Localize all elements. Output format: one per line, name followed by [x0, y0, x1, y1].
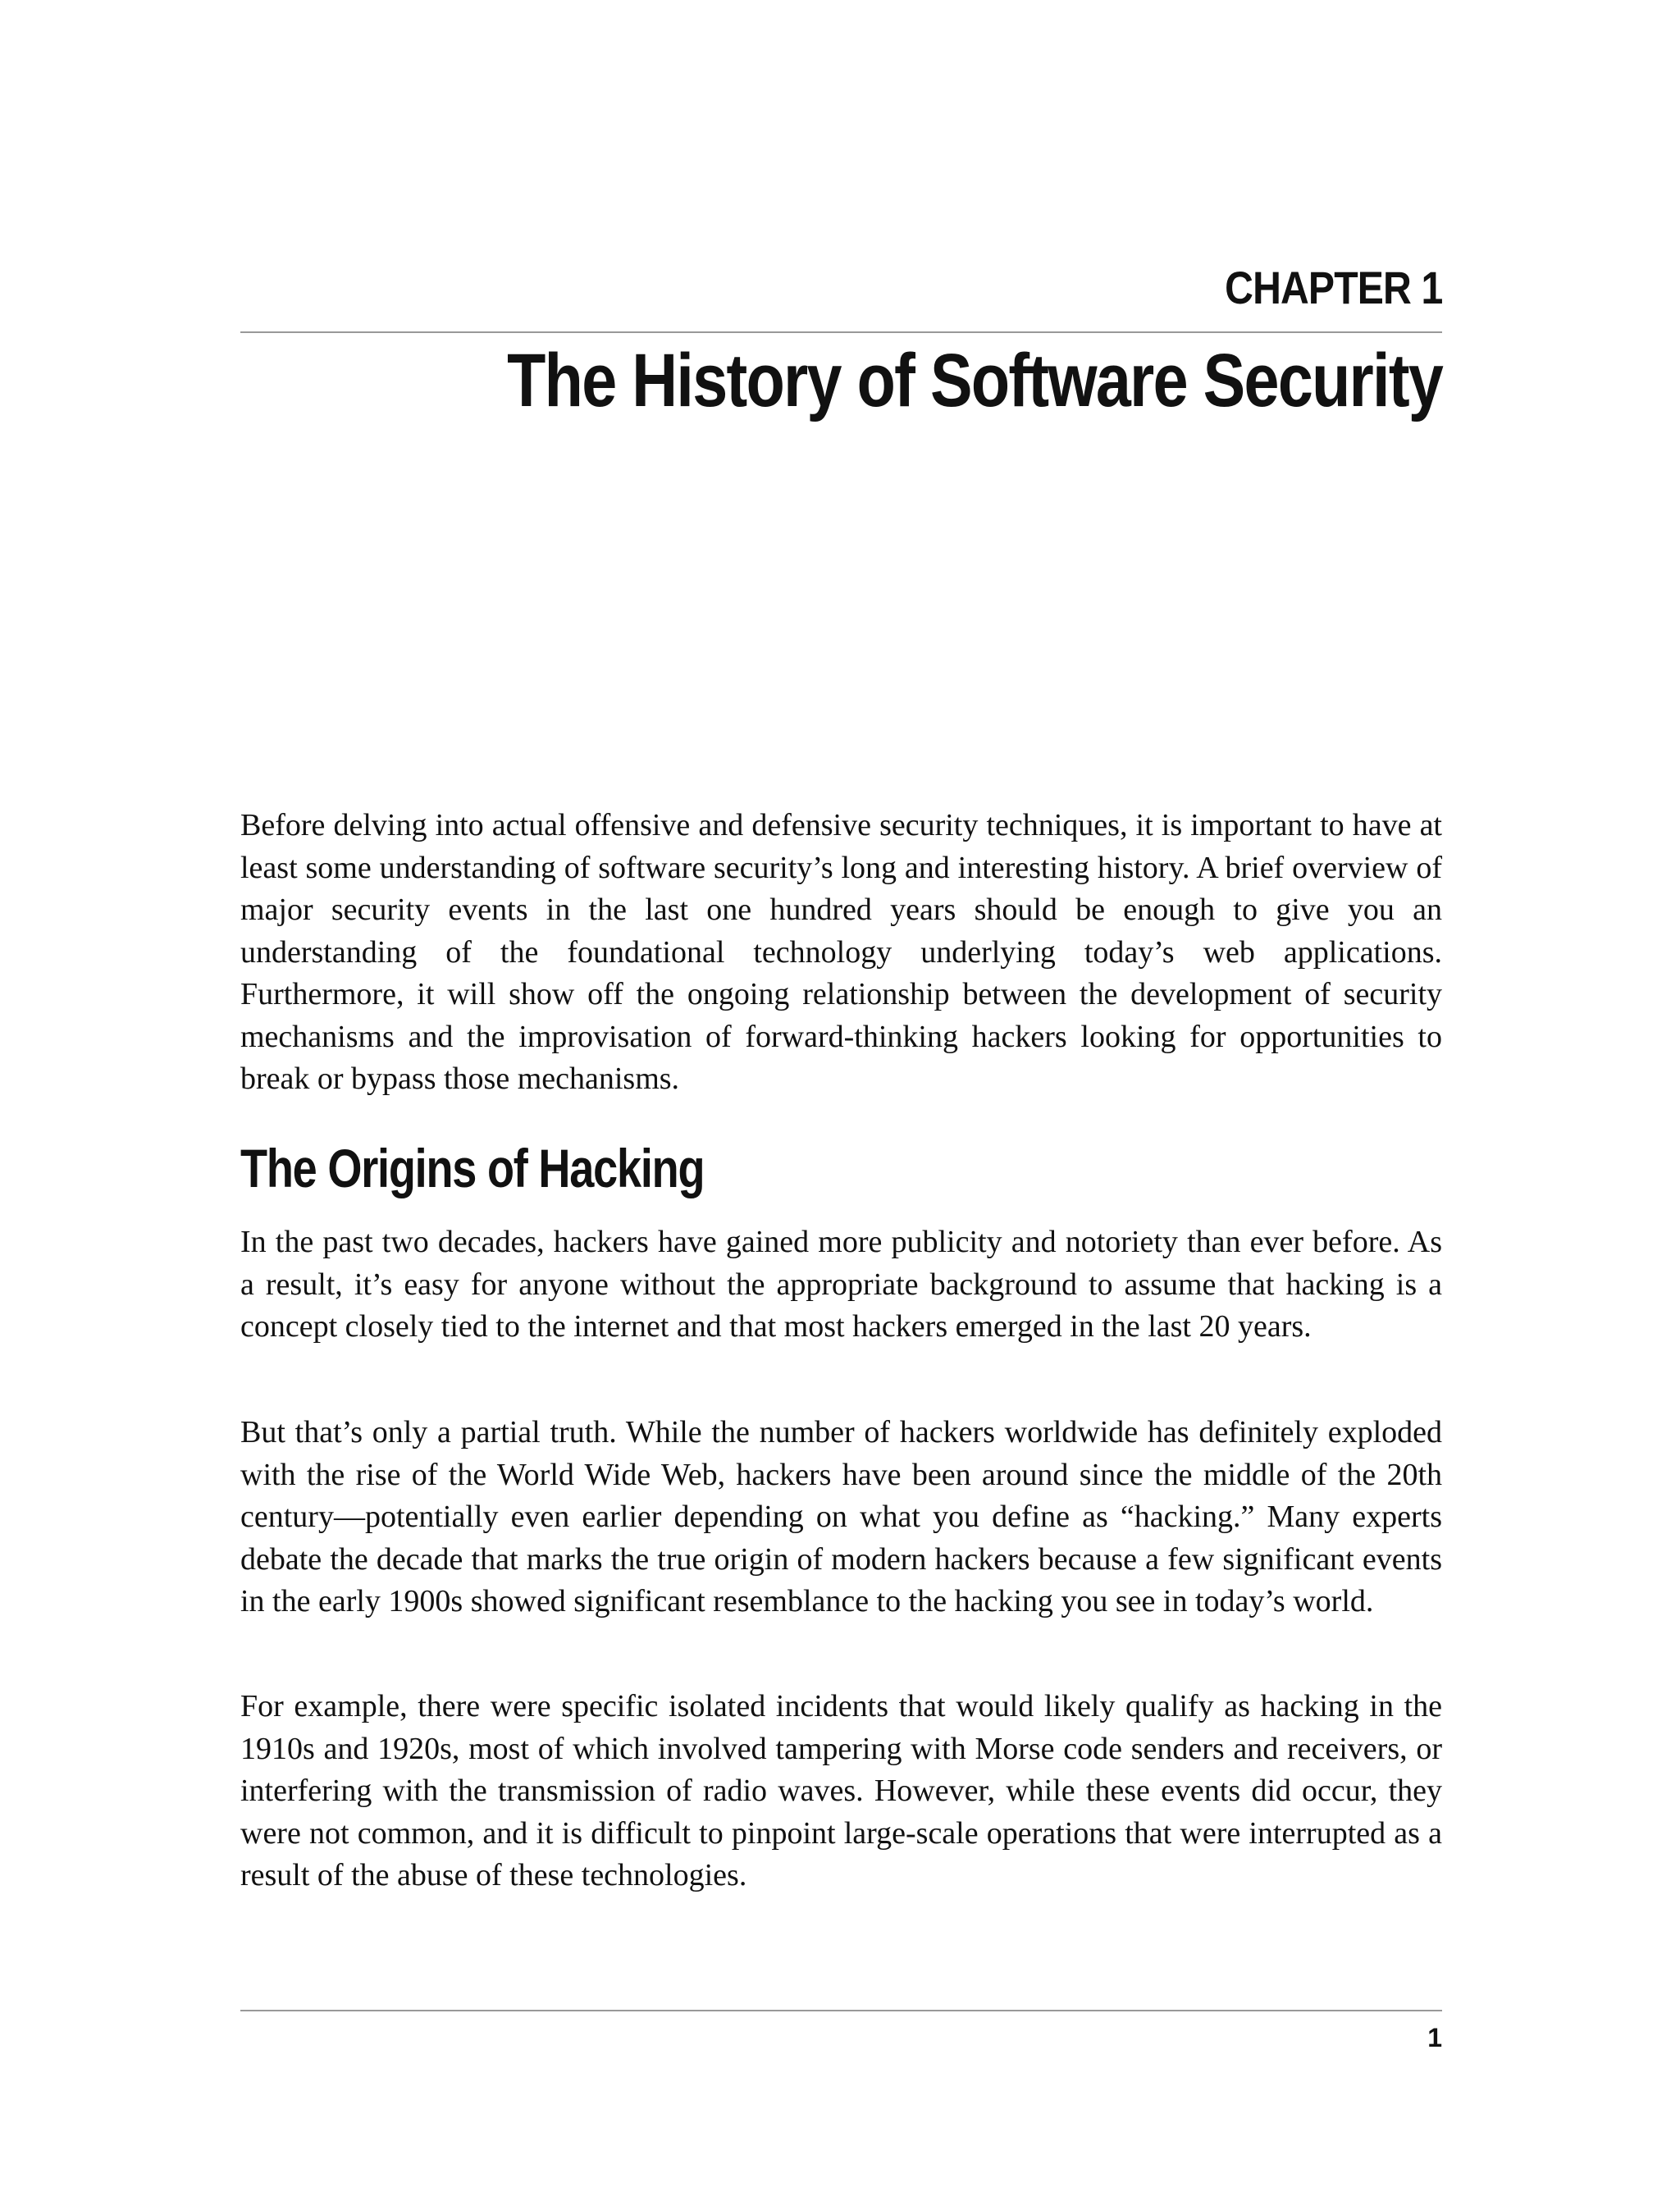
- section-paragraph: In the past two decades, hackers have gained more publicity and notoriety than ever before. As a result, it’s easy for anyone without the appropriate background to assume that hacking is a concept closely tied to the internet and that most hackers emerged in the last 20 years.: [240, 1225, 1442, 1344]
- chapter-title: The History of Software Security: [506, 339, 1442, 422]
- section-paragraph: But that’s only a partial truth. While the number of hackers worldwide has definitely exploded with the rise of the World Wide Web, hackers have been around since the middle of the 20th century—potentially even earlier depending on what you define as “hacking.” Many experts debate the decade that marks the true origin of modern hackers because a few significant events in the early 1900s showed significant resemblance to the hacking you see in today’s world.: [240, 1415, 1442, 1618]
- page-number: 1: [1427, 2023, 1442, 2052]
- section-heading: The Origins of Hacking: [240, 1138, 705, 1198]
- chapter-rule: [240, 331, 1442, 333]
- intro-paragraph: Before delving into actual offensive and defensive security techniques, it is important to have at least some understanding of software security’s long and interesting history. A brief overview of major security events in the last one hundred years should be enough to give you an understanding of the foundational technology underlying today’s web applications. Furthermore, it will show off the ongoing relationship between the development of security mechanisms and the improvisation of forward-thinking hackers looking for opportunities to break or bypass those mechanisms.: [240, 808, 1442, 1096]
- section-paragraph: For example, there were specific isolated incidents that would likely qualify as hacking in the 1910s and 1920s, most of which involved tampering with Morse code senders and receivers, or interfering with the transmission of radio waves. However, while these events did occur, they were not common, and it is difficult to pinpoint large-scale operations that were interrupted as a result of the abuse of these technologies.: [240, 1689, 1442, 1892]
- footer-rule: [240, 2010, 1442, 2011]
- chapter-label: CHAPTER 1: [1224, 262, 1442, 313]
